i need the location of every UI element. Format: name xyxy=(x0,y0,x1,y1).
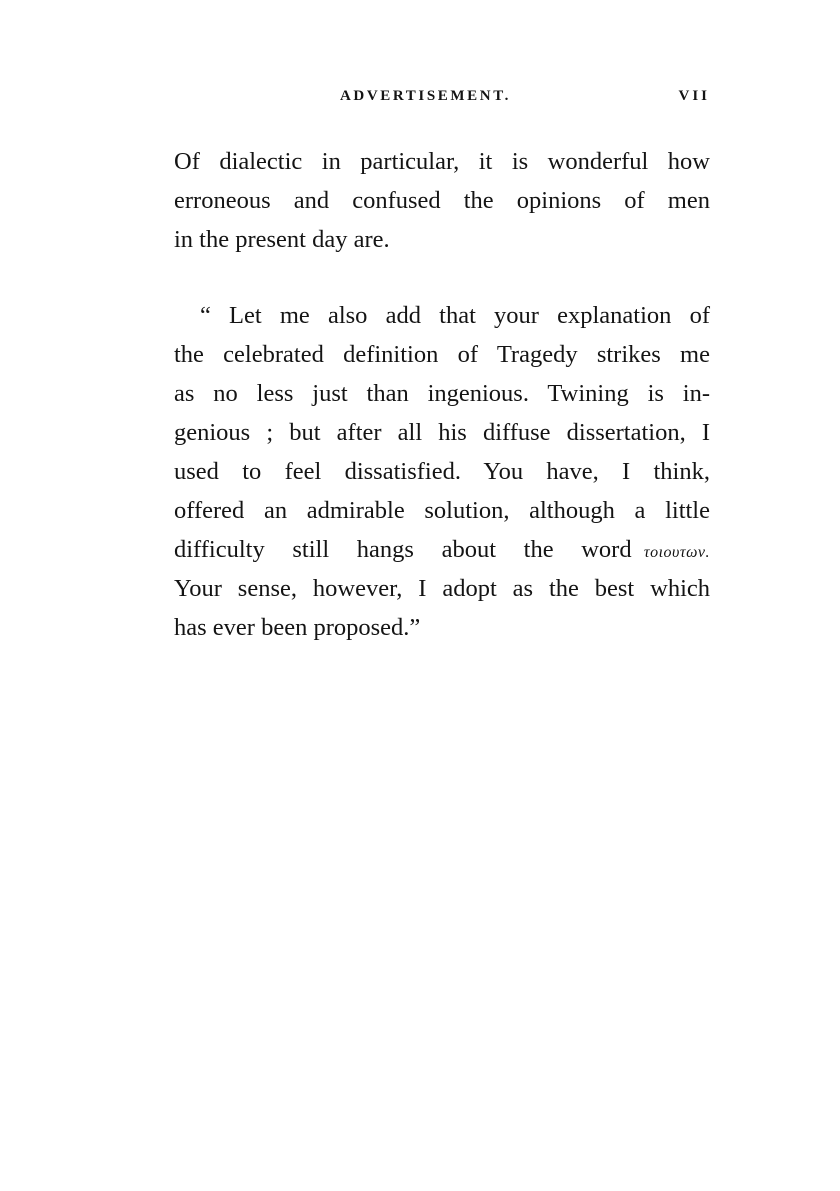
paragraph-2 xyxy=(174,296,710,647)
greek-word: τοιουτων. xyxy=(643,544,710,561)
text-line: erroneous and confused the opinions of men xyxy=(174,187,710,214)
text-line: Of dialectic in particular, it is wonderful how xyxy=(174,148,710,175)
page-number: VII xyxy=(678,88,710,104)
text-line: used to feel dissatisfied. You have, I think, xyxy=(174,458,710,485)
text-line: in the present day are. xyxy=(174,226,390,253)
text-line: Your sense, however, I adopt as the best which xyxy=(174,575,710,602)
text-line: as no less just than ingenious. Twining is in- xyxy=(174,380,710,407)
running-head-title: ADVERTISEMENT. xyxy=(340,88,512,104)
text-line: genious ; but after all his diffuse dissertation, I xyxy=(174,419,710,446)
text-line: “ Let me also add that your explanation of xyxy=(200,302,710,329)
text-line-prefix: difficulty still hangs about the word xyxy=(174,536,632,563)
text-line: has ever been proposed.” xyxy=(174,614,421,641)
text-line: the celebrated definition of Tragedy strikes me xyxy=(174,341,710,368)
running-head xyxy=(340,88,710,112)
text-line-with-greek xyxy=(174,530,710,569)
paragraph-1 xyxy=(174,142,710,259)
text-line: offered an admirable solution, although a little xyxy=(174,497,710,524)
